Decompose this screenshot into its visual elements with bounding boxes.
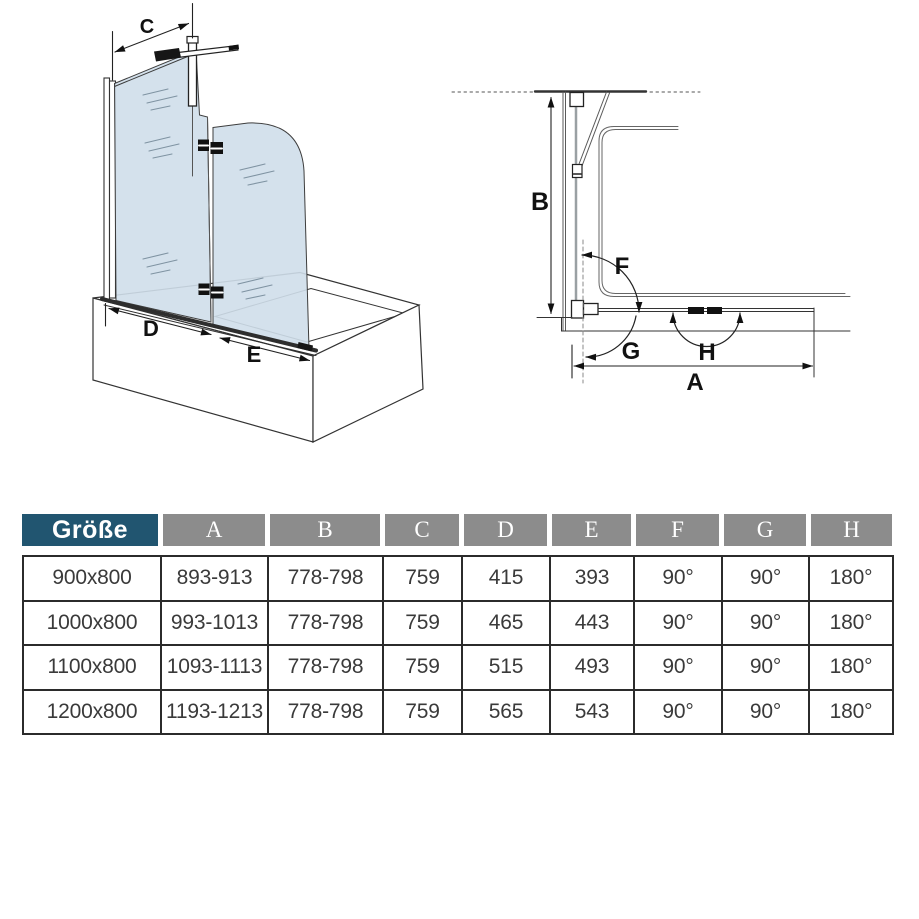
value-cell: 759 (383, 645, 462, 690)
size-cell: 1100x800 (23, 645, 161, 690)
size-header-cell: Größe (22, 514, 158, 546)
dim-label-b: B (530, 188, 550, 216)
value-cell: 759 (383, 601, 462, 646)
size-cell: 1000x800 (23, 601, 161, 646)
value-cell: 443 (550, 601, 634, 646)
value-cell: 393 (550, 556, 634, 601)
size-cell: 900x800 (23, 556, 161, 601)
dim-label-c: C (139, 16, 155, 38)
value-cell: 993-1013 (161, 601, 268, 646)
table-row (23, 601, 893, 646)
dim-label-a: A (686, 369, 704, 396)
dim-label-d: D (143, 316, 159, 341)
dim-label-h: H (698, 339, 716, 366)
size-table-header (22, 514, 893, 546)
value-cell: 515 (462, 645, 550, 690)
column-header-d: D (464, 514, 547, 546)
value-cell: 90° (634, 601, 722, 646)
value-cell: 90° (722, 645, 809, 690)
size-table (22, 514, 893, 735)
value-cell: 778-798 (268, 556, 383, 601)
swung-door-outline (599, 127, 850, 297)
column-header-h: H (811, 514, 892, 546)
size-cell: 1200x800 (23, 690, 161, 735)
value-cell: 493 (550, 645, 634, 690)
isometric-bath-screen-diagram (93, 4, 423, 443)
door-panel-edge (598, 309, 814, 312)
column-header-g: G (724, 514, 806, 546)
value-cell: 90° (634, 556, 722, 601)
value-cell: 565 (462, 690, 550, 735)
value-cell: 180° (809, 601, 893, 646)
table-row (23, 690, 893, 735)
table-row (23, 645, 893, 690)
value-cell: 1093-1113 (161, 645, 268, 690)
value-cell: 778-798 (268, 645, 383, 690)
size-table-grid (22, 555, 894, 735)
value-cell: 90° (634, 690, 722, 735)
column-header-c: C (385, 514, 459, 546)
value-cell: 90° (634, 645, 722, 690)
column-header-a: A (163, 514, 265, 546)
value-cell: 465 (462, 601, 550, 646)
value-cell: 90° (722, 690, 809, 735)
section-angle-diagram (452, 92, 850, 397)
dim-label-g: G (621, 338, 641, 365)
dim-label-f: F (614, 253, 630, 280)
value-cell: 778-798 (268, 601, 383, 646)
column-header-f: F (636, 514, 719, 546)
value-cell: 759 (383, 556, 462, 601)
value-cell: 778-798 (268, 690, 383, 735)
wall-bracket (570, 93, 584, 107)
value-cell: 1193-1213 (161, 690, 268, 735)
column-header-b: B (270, 514, 380, 546)
value-cell: 180° (809, 556, 893, 601)
column-header-e: E (552, 514, 631, 546)
value-cell: 90° (722, 601, 809, 646)
mid-hinge (573, 165, 583, 178)
wall-profile (104, 78, 116, 300)
value-cell: 893-913 (161, 556, 268, 601)
value-cell: 180° (809, 690, 893, 735)
glass-panel-2 (213, 123, 309, 350)
value-cell: 759 (383, 690, 462, 735)
support-post (187, 37, 198, 107)
table-row (23, 556, 893, 601)
pivot-bracket (572, 301, 599, 319)
fixed-panel-edge (563, 92, 566, 331)
dim-label-e: E (246, 342, 262, 367)
value-cell: 90° (722, 556, 809, 601)
value-cell: 543 (550, 690, 634, 735)
value-cell: 415 (462, 556, 550, 601)
value-cell: 180° (809, 645, 893, 690)
